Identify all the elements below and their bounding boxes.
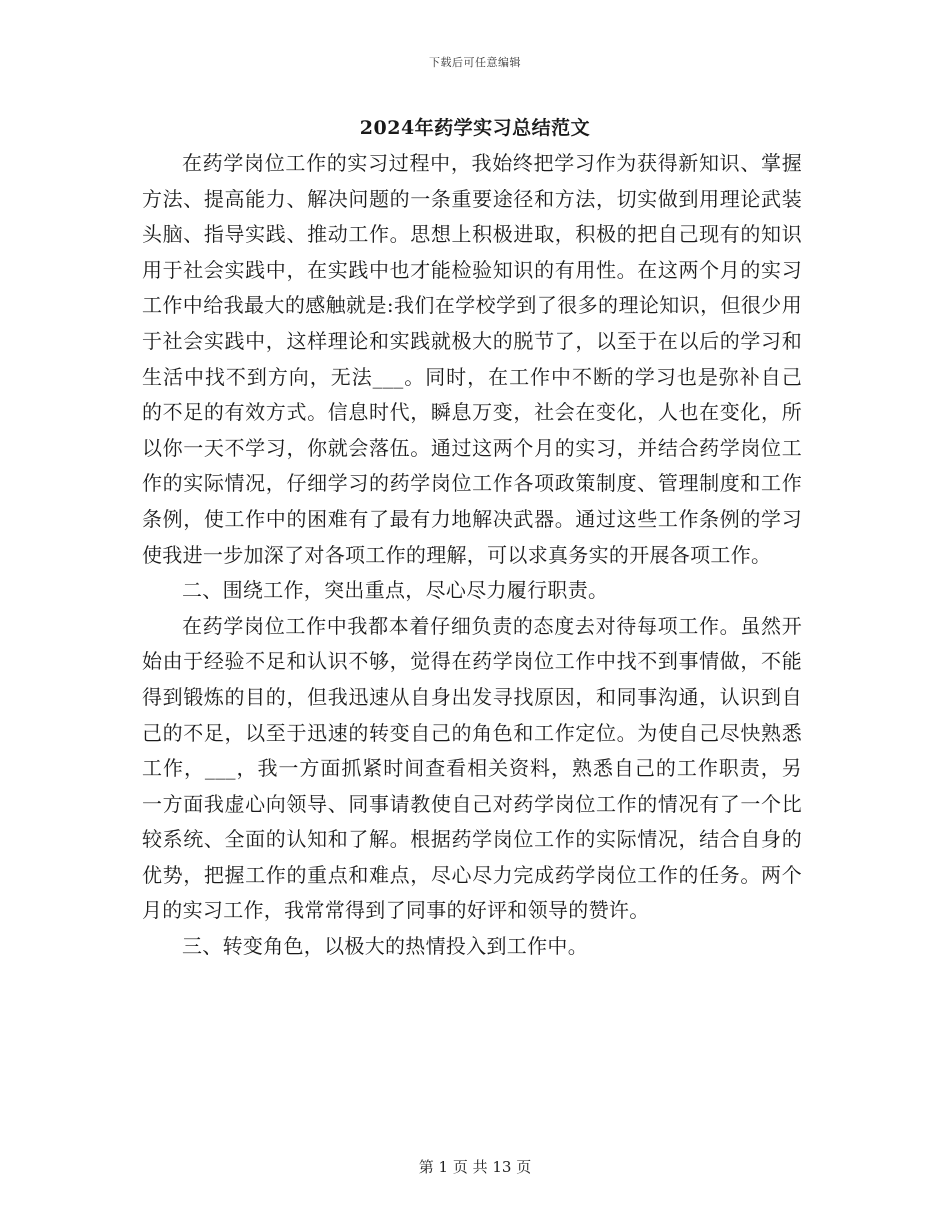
page-number: 第 1 页 共 13 页 bbox=[418, 1158, 532, 1176]
section-heading-2: 二、围绕工作，突出重点，尽心尽力履行职责。 bbox=[182, 578, 609, 603]
page-header-note: 下载后可任意编辑 bbox=[429, 56, 521, 69]
body-paragraph-1: 在药学岗位工作的实习过程中，我始终把学习作为获得新知识、掌握方法、提高能力、解决问题的一条重要途径和方法，切实做到用理论武装头脑、指导实践、推动工作。思想上积极进取，积极的把自己现有的知识用于社会实践中，在实践中也才能检验知识的有用性。在这两个月的实习工作中给我最大的感触就是:我们在学校学到了很多的理论知识，但很少用于社会实践中，这样理论和实践就极大的脱节了，以至于在以后的学习和生活中找不到方向，无法___。同时，在工作中不断的学习也是弥补自己的不足的有效方式。信息时代，瞬息万变，社会在变化，人也在变化，所以你一天不学习，你就会落伍。通过这两个月的实习，并结合药学岗位工作的实际情况，仔细学习的药学岗位工作各项政策制度、管理制度和工作条例，使工作中的困难有了最有力地解决武器。通过这些工作条例的学习使我进一步加深了对各项工作的理解，可以求真务实的开展各项工作。 bbox=[142, 151, 802, 567]
body-paragraph-2: 在药学岗位工作中我都本着仔细负责的态度去对待每项工作。虽然开始由于经验不足和认识不够，觉得在药学岗位工作中找不到事情做，不能得到锻炼的目的，但我迅速从自身出发寻找原因，和同事沟通，认识到自己的不足，以至于迅速的转变自己的角色和工作定位。为使自己尽快熟悉工作，___，我一方面抓紧时间查看相关资料，熟悉自己的工作职责，另一方面我虚心向领导、同事请教使自己对药学岗位工作的情况有了一个比较系统、全面的认知和了解。根据药学岗位工作的实际情况，结合自身的优势，把握工作的重点和难点，尽心尽力完成药学岗位工作的任务。两个月的实习工作，我常常得到了同事的好评和领导的赞许。 bbox=[142, 613, 802, 923]
document-title: 2024年药学实习总结范文 bbox=[359, 117, 591, 139]
document-body bbox=[142, 146, 802, 965]
section-heading-3: 三、转变角色，以极大的热情投入到工作中。 bbox=[182, 934, 588, 959]
